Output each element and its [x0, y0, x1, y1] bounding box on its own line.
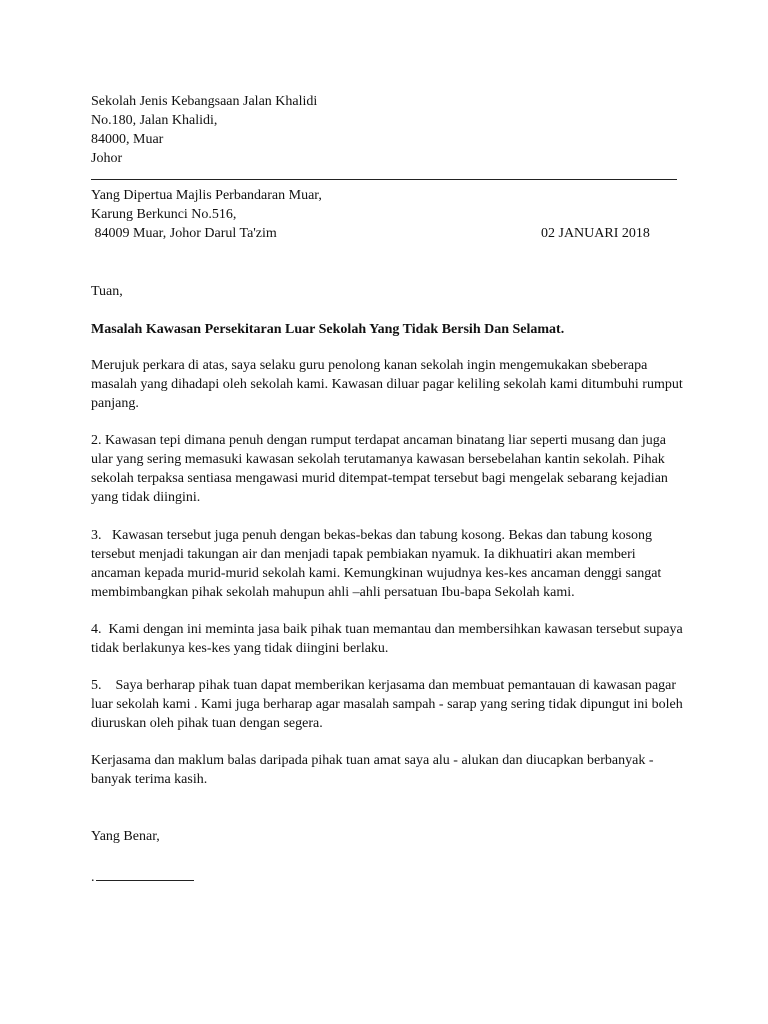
- closing: Yang Benar,: [91, 829, 160, 844]
- paragraph-line: 5. Saya berharap pihak tuan dapat memberikan kerjasama dan membuat pemantauan di kawasan pagar: [91, 678, 677, 693]
- paragraph-line: Merujuk perkara di atas, saya selaku guru penolong kanan sekolah ingin mengemukakan sbeberapa: [91, 358, 648, 373]
- paragraph-line: masalah yang dihadapi oleh sekolah kami. Kawasan diluar pagar keliling sekolah kami ditumbuhi rumput: [91, 377, 683, 392]
- signature-prefix: .: [91, 870, 95, 885]
- paragraph-line: tersebut menjadi takungan air dan menjadi tapak pembiakan nyamuk. Ia dikhuatiri akan memberi: [91, 547, 636, 562]
- paragraph-3: [91, 526, 661, 602]
- paragraph-line: 2. Kawasan tepi dimana penuh dengan rumput terdapat ancaman binatang liar seperti musang dan juga: [91, 433, 666, 448]
- paragraph-4: [91, 620, 683, 658]
- sender-state: Johor: [91, 151, 123, 166]
- sender-address-line-2: 84000, Muar: [91, 132, 164, 147]
- sender-school: Sekolah Jenis Kebangsaan Jalan Khalidi: [91, 94, 318, 109]
- letter-date: 02 JANUARI 2018: [541, 226, 650, 241]
- paragraph-line: tidak berlakunya kes-kes yang tidak diingini berlaku.: [91, 641, 389, 656]
- paragraph-line: 3. Kawasan tersebut juga penuh dengan bekas-bekas dan tabung kosong. Bekas dan tabung kosong: [91, 528, 653, 543]
- paragraph-2: [91, 431, 668, 507]
- paragraph-line: yang tidak diingini.: [91, 490, 201, 505]
- paragraph-line: membimbangkan pihak sekolah mahupun ahli –ahli persatuan Ibu-bapa Sekolah kami.: [91, 585, 575, 600]
- paragraph-line: diuruskan oleh pihak tuan dengan segera.: [91, 716, 323, 731]
- paragraph-line: ancaman kepada murid-murid sekolah kami. Kemungkinan wujudnya kes-kes ancaman denggi sangat: [91, 566, 662, 581]
- paragraph-line: ular yang sering memasuki kawasan sekolah terutamanya kawasan bersebelahan kantin sekolah. Pihak: [91, 452, 665, 467]
- paragraph-6: [91, 751, 654, 789]
- recipient-address-line-1: Karung Berkunci No.516,: [91, 207, 237, 222]
- recipient-title: Yang Dipertua Majlis Perbandaran Muar,: [91, 188, 322, 203]
- signature-blank: [96, 868, 194, 881]
- header-divider: [91, 179, 677, 180]
- paragraph-line: Kerjasama dan maklum balas daripada pihak tuan amat saya alu - alukan dan diucapkan berbanyak -: [91, 753, 654, 768]
- paragraph-1: [91, 356, 683, 413]
- salutation: Tuan,: [91, 284, 123, 299]
- paragraph-line: panjang.: [91, 396, 139, 411]
- paragraph-line: luar sekolah kami . Kami juga berharap agar masalah sampah - sarap yang sering tidak dipungut ini boleh: [91, 697, 683, 712]
- signature-line: [91, 868, 194, 887]
- sender-address-line-1: No.180, Jalan Khalidi,: [91, 113, 218, 128]
- paragraph-line: sekolah terpaksa sentiasa mengawasi murid ditempat-tempat tersebut bagi mengelak sebarang kejadian: [91, 471, 668, 486]
- recipient-address-line-2: 84009 Muar, Johor Darul Ta'zim: [91, 226, 277, 241]
- paragraph-line: banyak terima kasih.: [91, 772, 208, 787]
- paragraph-line: 4. Kami dengan ini meminta jasa baik pihak tuan memantau dan membersihkan kawasan tersebut supaya: [91, 622, 683, 637]
- subject-line: Masalah Kawasan Persekitaran Luar Sekolah Yang Tidak Bersih Dan Selamat.: [91, 322, 565, 337]
- paragraph-5: [91, 676, 683, 733]
